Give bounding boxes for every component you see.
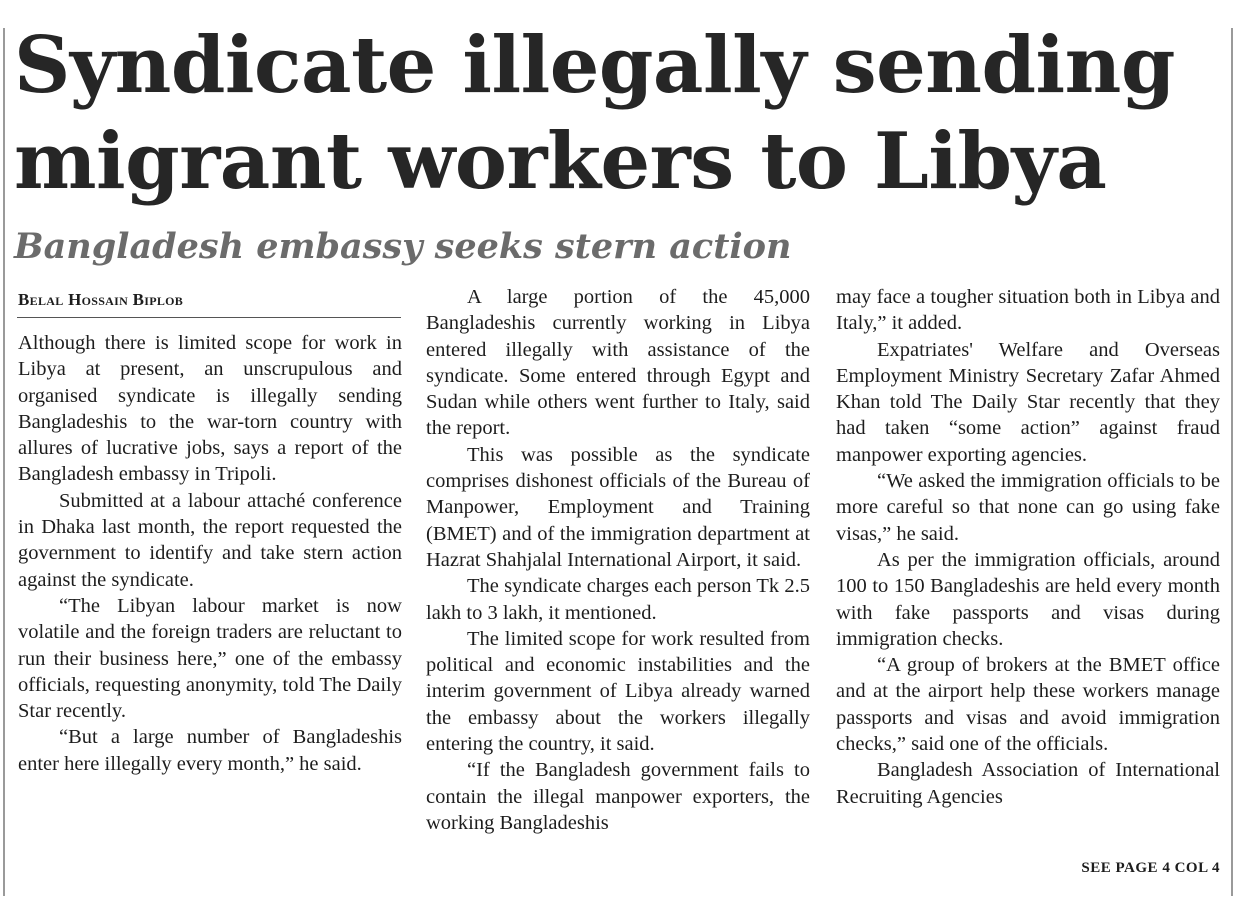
byline-divider [17,317,401,318]
paragraph: “If the Bangladesh government fails to contain the illegal manpower exporters, the working Bangladeshis [426,759,810,834]
article-column-3 [836,284,1220,810]
right-column-rule [1231,28,1233,896]
paragraph: The syndicate charges each person Tk 2.5 lakh to 3 lakh, it mentioned. [426,575,810,624]
paragraph: Although there is limited scope for work in Libya at present, an unscrupulous and organised syndicate is illegally sending Bangladeshis to the war-torn country with allures of lucrative jobs, says a report of the Bangladesh embassy in Tripoli. [18,332,402,486]
paragraph: As per the immigration officials, around 100 to 150 Bangladeshis are held every month with fake passports and visas during immigration checks. [836,548,1220,650]
paragraph: “But a large number of Bangladeshis enter here illegally every month,” he said. [18,726,402,775]
paragraph: Expatriates' Welfare and Overseas Employment Ministry Secretary Zafar Ahmed Khan told The Daily Star recently that they had taken “some action” against fraud manpower exporting agencies. [836,338,1220,466]
left-column-rule [3,28,5,896]
paragraph: Bangladesh Association of International Recruiting Agencies [836,759,1220,808]
paragraph: This was possible as the syndicate comprises dishonest officials of the Bureau of Manpower, Employment and Training (BMET) and of the immigration department at Hazrat Shahjalal International Airport, it said. [426,443,810,571]
paragraph: “A group of brokers at the BMET office and at the airport help these workers manage passports and visas and avoid immigration checks,” said one of the officials. [836,654,1220,756]
headline: Syndicate illegally sending migrant workers to Libya [14,20,1175,207]
continued-on-page-note: SEE PAGE 4 COL 4 [1081,860,1220,876]
paragraph: “We asked the immigration officials to be more careful so that none can go using fake visas,” he said. [836,470,1220,545]
article-column-2 [426,284,810,836]
subheadline: Bangladesh embassy seeks stern action [14,226,792,267]
paragraph: may face a tougher situation both in Libya and Italy,” it added. [836,286,1220,335]
paragraph: “The Libyan labour market is now volatile and the foreign traders are reluctant to run their business here,” one of the embassy officials, requesting anonymity, told The Daily Star recently. [18,594,402,723]
article-column-1 [18,330,402,777]
byline: Belal Hossain Biplob [18,290,184,309]
paragraph: A large portion of the 45,000 Bangladeshis currently working in Libya entered illegally with assistance of the syndicate. Some entered through Egypt and Sudan while others went further to Italy, said the report. [426,286,810,440]
paragraph: The limited scope for work resulted from political and economic instabilities and the interim government of Libya already warned the embassy about the workers illegally entering the country, it said. [426,627,810,756]
paragraph: Submitted at a labour attaché conference in Dhaka last month, the report requested the government to identify and take stern action against the syndicate. [18,489,402,591]
